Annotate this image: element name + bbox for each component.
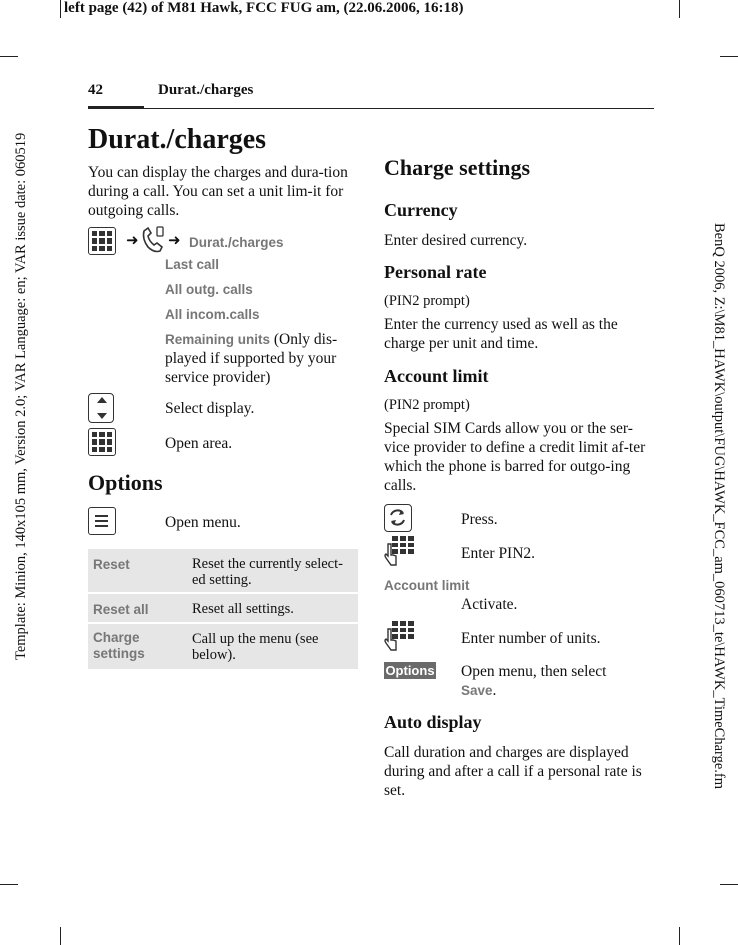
phone-icon xyxy=(140,225,166,257)
option-reset-all: Reset all xyxy=(93,602,149,617)
arrow-right-icon: ➜ xyxy=(126,233,139,249)
enter-units-text: Enter number of units. xyxy=(461,630,601,647)
print-meta-left: Template: Minion, 140x105 mm, Version 2.0; VAR Language: en; VAR issue date: 060519 xyxy=(13,132,29,660)
option-charge-settings: Charge settings xyxy=(93,630,145,661)
crop-mark xyxy=(720,884,738,885)
auto-display-heading: Auto display xyxy=(384,712,482,732)
press-row xyxy=(384,504,654,532)
keypad-hand-icon xyxy=(384,536,414,568)
print-meta-right: BenQ 2006, Z:\M81_HAWK\output\FUG\HAWK_FCC_am_060713_te\HAWK_TimeCharge.fm xyxy=(711,223,727,790)
options-menu-icon xyxy=(88,507,116,535)
options-table xyxy=(88,547,358,669)
select-display-row xyxy=(88,393,358,421)
running-head xyxy=(88,82,654,108)
open-menu-row xyxy=(88,507,358,535)
print-meta-top: left page (42) of M81 Hawk, FCC FUG am, (22.06.2006, 16:18) xyxy=(64,0,464,16)
crop-mark xyxy=(679,0,680,18)
menu-item-all-incom-calls: All incom.calls xyxy=(165,307,260,322)
personal-rate-prompt: (PIN2 prompt) xyxy=(384,293,470,309)
crop-mark xyxy=(0,56,18,57)
account-limit-prompt: (PIN2 prompt) xyxy=(384,397,470,413)
open-area-row xyxy=(88,428,358,456)
open-menu-select-text xyxy=(461,662,656,700)
enter-pin-row xyxy=(384,538,654,566)
options-softkey-row xyxy=(384,660,654,700)
save-label: Save xyxy=(461,683,493,698)
menu-item-last-call: Last call xyxy=(165,257,220,272)
option-reset-desc: Reset the currently select-ed setting. xyxy=(192,556,343,588)
crop-mark xyxy=(60,0,61,18)
option-reset-all-desc: Reset all settings. xyxy=(192,601,294,617)
left-column xyxy=(88,163,358,663)
crop-mark xyxy=(679,927,680,945)
keypad-hand-icon xyxy=(384,621,414,653)
table-row xyxy=(88,622,358,669)
option-charge-settings-desc: Call up the menu (see below). xyxy=(192,631,319,663)
personal-rate-heading: Personal rate xyxy=(384,262,487,282)
options-heading: Options xyxy=(88,470,163,495)
save-period: . xyxy=(492,682,497,699)
menu-path xyxy=(88,227,358,257)
open-menu-text: Open menu. xyxy=(165,514,241,531)
personal-rate-text: Enter the currency used as well as the charge per unit and time. xyxy=(384,316,618,352)
crop-mark xyxy=(720,56,738,57)
enter-units-row xyxy=(384,623,654,651)
remaining-units-note: (Only dis-played if supported by your service provider) xyxy=(165,331,338,386)
page-title: Durat./charges xyxy=(88,124,267,155)
open-area-text: Open area. xyxy=(165,435,233,452)
menu-path-label: Durat./charges xyxy=(189,235,284,250)
navigation-key-icon xyxy=(88,393,114,423)
currency-heading: Currency xyxy=(384,200,458,220)
open-menu-select: Open menu, then select xyxy=(461,663,607,680)
charge-settings-heading: Charge settings xyxy=(384,155,531,180)
table-row xyxy=(88,592,358,622)
auto-display-text: Call duration and charges are displayed during and after a call if a personal rate is set. xyxy=(384,744,642,799)
table-row xyxy=(88,547,358,592)
activate-text: Activate. xyxy=(461,596,518,613)
header-rule xyxy=(88,108,654,109)
crop-mark xyxy=(0,884,18,885)
account-limit-text: Special SIM Cards allow you or the ser-vice provider to define a credit limit af-ter which the phone is barred for outgo-ing calls. xyxy=(384,420,646,494)
account-limit-ui-label: Account limit xyxy=(384,578,470,593)
menu-key-icon xyxy=(88,227,116,255)
enter-pin-text: Enter PIN2. xyxy=(461,545,536,562)
intro-text: You can display the charges and dura-tion during a call. You can set a unit lim-it for outgoing calls. xyxy=(88,164,348,219)
crop-mark xyxy=(60,927,61,945)
arrow-right-icon: ➜ xyxy=(168,233,181,249)
menu-item-remaining-units: Remaining units xyxy=(165,332,271,347)
menu-item-all-outg-calls: All outg. calls xyxy=(165,282,253,297)
running-title: Durat./charges xyxy=(158,82,254,98)
menu-key-icon xyxy=(88,428,116,456)
page-number: 42 xyxy=(88,82,103,98)
currency-text: Enter desired currency. xyxy=(384,232,528,249)
menu-items xyxy=(165,255,360,387)
select-display-text: Select display. xyxy=(165,400,255,417)
press-text: Press. xyxy=(461,511,498,528)
refresh-key-icon xyxy=(384,504,412,532)
account-limit-heading: Account limit xyxy=(384,366,489,386)
options-softkey: Options xyxy=(385,663,435,678)
option-reset: Reset xyxy=(93,557,130,572)
